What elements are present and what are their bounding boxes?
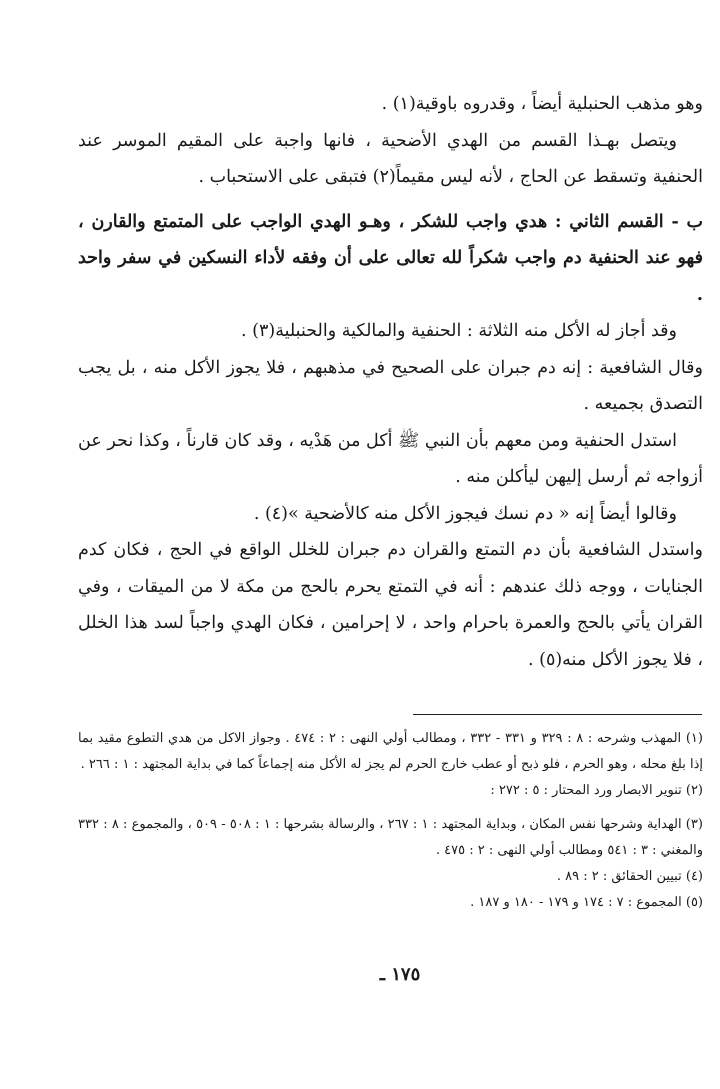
- footnote-4: (٤) تبيين الحقائق : ٢ : ٨٩ .: [556, 869, 703, 884]
- section-heading-paragraph: ب - القسم الثاني : هدي واجب للشكر ، وهـو الهدي الواجب على المتمتع والقارن ، فهو عند الحنفية دم واجب شكراً لله تعالى على أن وفقه لأداء النسكين في سفر واحد .: [78, 211, 703, 305]
- footnote-5: (٥) المجموع : ٧ : ١٧٤ و ١٧٩ - ١٨٠ و ١٨٧ .: [470, 895, 703, 910]
- main-text: [78, 86, 703, 678]
- paragraph-4: وقد أجاز له الأكل منه الثلاثة : الحنفية والمالكية والحنبلية(٣) .: [241, 321, 677, 341]
- paragraph-1: وهو مذهب الحنبلية أيضاً ، وقدروه باوقية(١) .: [381, 94, 703, 114]
- paragraph-6: استدل الحنفية ومن معهم بأن النبي ﷺ أكل من هَدْيه ، وقد كان قارناً ، وكذا نحر عن أزواجه ثم أرسل إليهن ليأكلن منه .: [78, 430, 703, 487]
- paragraph-5: وقال الشافعية : إنه دم جبران على الصحيح في مذهبهم ، فلا يجوز الأكل منه ، بل يجب التصدق بجميعه .: [78, 357, 703, 414]
- paragraph-7: وقالوا أيضاً إنه « دم نسك فيجوز الأكل منه كالأضحية »(٤) .: [253, 503, 677, 524]
- footnotes: [78, 726, 703, 916]
- paragraph-2: ويتصل بهـذا القسم من الهدي الأضحية ، فانها واجبة على المقيم الموسر عند الحنفية وتسقط عن الحاج ، لأنه ليس مقيماً(٢) فتبقى على الاستحباب .: [78, 130, 703, 187]
- footnote-1: (١) المهذب وشرحه : ٨ : ٣٢٩ و ٣٣١ - ٣٣٢ ، ومطالب أولي النهى : ٢ : ٤٧٤ . وجواز الاكل من هدي التطوع مقيد بما إذا بلغ محله ، وهو الحرم ، فلو ذبح أو عطب خارج الحرم لم يجز له الأكل منه إجماعاً كما في بداية المجتهد : ١ : ٢٦٦ .: [78, 731, 703, 772]
- footnote-2: (٢) تنوير الابصار ورد المحتار : ٥ : ٢٧٢ :: [490, 783, 703, 798]
- page-number: ١٧٥ ـ: [379, 964, 421, 985]
- paragraph-8: واستدل الشافعية بأن دم التمتع والقران دم جبران للخلل الواقع في الحج ، فكان كدم الجنايات ، ووجه ذلك عندهم : أنه في التمتع يحرم بالحج من مكة لا من الميقات ، وفي القران يأتي بالحج والعمرة باحرام واحد ، لا إحرامين ، فكان الهدي واجباً لسد هذا الخلل ، فلا يجوز الأكل منه(٥) .: [78, 540, 703, 670]
- footnote-divider: [413, 714, 702, 715]
- footnote-3: (٣) الهداية وشرحها نفس المكان ، وبداية المجتهد : ١ : ٢٦٧ ، والرسالة بشرحها : ١ : ٥٠٨ - ٥٠٩ ، والمجموع : ٨ : ٣٣٢ والمغني : ٣ : ٥٤١ ومطالب أولي النهى : ٢ : ٤٧٥ .: [78, 817, 703, 858]
